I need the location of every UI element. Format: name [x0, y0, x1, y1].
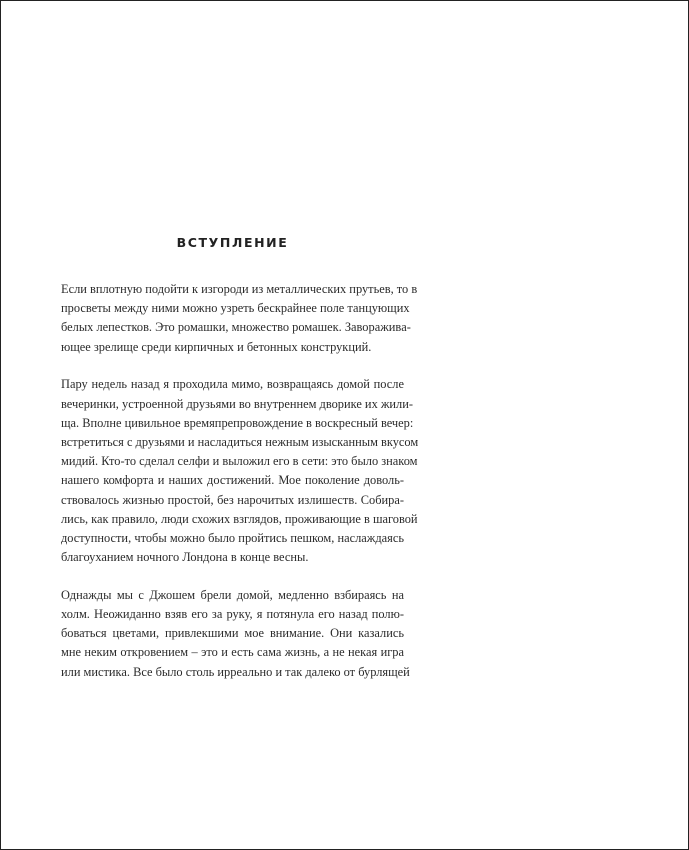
text-line: или мистика. Все было столь ирреально и так далеко от бурлящей	[61, 664, 410, 679]
text-line: вечеринки, устроенной друзьями во внутреннем дворике их жили-	[61, 396, 413, 411]
paragraph	[61, 280, 418, 357]
paragraph	[61, 586, 410, 682]
text-line: доступности, чтобы можно было пройтись пешком, наслаждаясь	[61, 530, 404, 545]
paragraph	[61, 375, 419, 567]
text-line: Если вплотную подойти к изгороди из металлических прутьев, то в	[61, 282, 418, 296]
text-line: ющее зрелище среди кирпичных и бетонных конструкций.	[61, 339, 372, 354]
chapter-heading: ВСТУПЛЕНИЕ	[176, 235, 289, 250]
text-line: мидий. Кто-то сделал селфи и выложил его в сети: это было знаком	[61, 454, 418, 469]
text-line: холм. Неожиданно взяв его за руку, я потянула его назад полю-	[61, 607, 404, 622]
text-line: Однажды мы с Джошем брели домой, медленно взбираясь на	[61, 587, 404, 602]
text-line: белых лепестков. Это ромашки, множество ромашек. Завораживa-	[61, 320, 411, 335]
text-line: ща. Вполне цивильное времяпрепровождение в воскресный вечер:	[61, 415, 414, 430]
text-line: нашего комфорта и наших достижений. Мое поколение доволь-	[61, 473, 404, 488]
body-text	[61, 280, 419, 700]
text-line: просветы между ними можно узреть бескрайнее поле танцующих	[61, 301, 410, 316]
text-line: ствовалось жизнью простой, без нарочитых излишеств. Собира-	[61, 492, 404, 507]
text-line: боваться цветами, привлекшими мое внимание. Они казались	[61, 626, 404, 641]
text-line: мне неким откровением – это и есть сама жизнь, а не некая игра	[61, 645, 404, 660]
text-line: встретиться с друзьями и насладиться нежным изысканным вкусом	[61, 434, 419, 449]
text-line: благоуханием ночного Лондона в конце весны.	[61, 550, 309, 565]
text-line: лись, как правило, люди схожих взглядов, проживающие в шаговой	[61, 511, 418, 526]
text-line: Пару недель назад я проходила мимо, возвращаясь домой после	[61, 377, 404, 392]
